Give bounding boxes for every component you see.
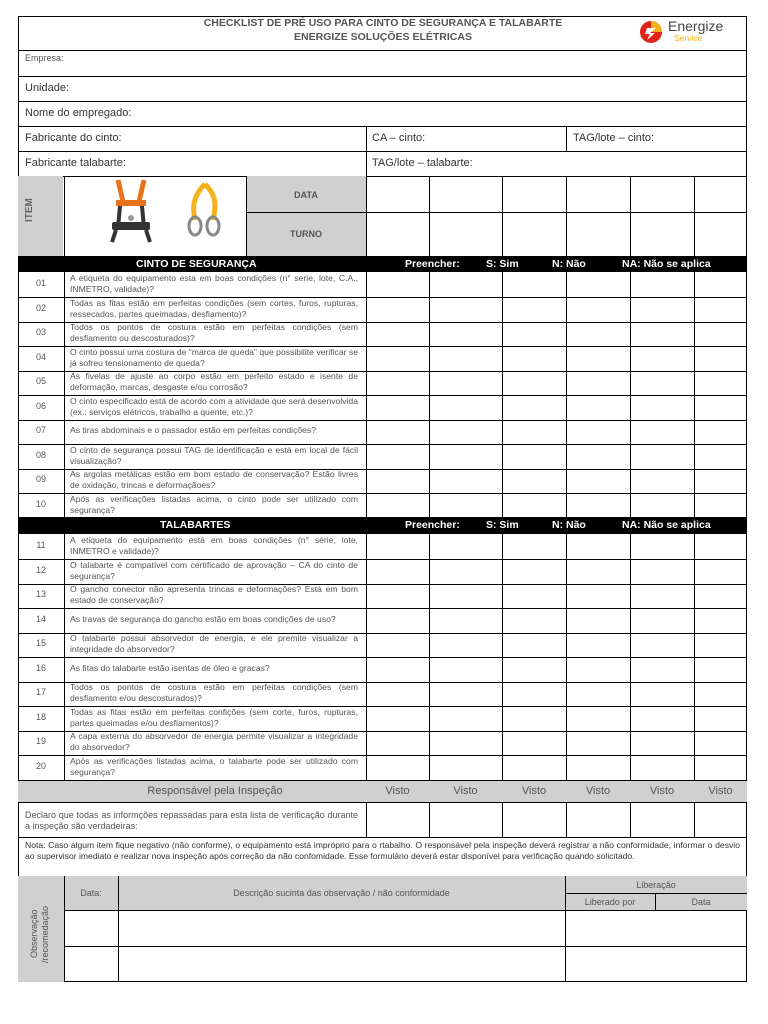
field-fabricante-talabarte[interactable]: Fabricante talabarte: (25, 157, 126, 169)
item-number: 18 (35, 712, 46, 722)
section-cinto-sim: S: Sim (486, 258, 519, 270)
cinto-answer-cell[interactable] (566, 493, 630, 518)
visto-label[interactable]: Visto (708, 785, 733, 797)
field-empresa[interactable]: Empresa: (25, 53, 64, 63)
talabarte-answer-cell[interactable] (566, 608, 630, 633)
talabarte-answer-cell[interactable] (630, 632, 694, 657)
field-tag-talabarte[interactable]: TAG/lote – talabarte: (372, 157, 473, 169)
cinto-answer-cell[interactable] (366, 272, 429, 297)
talabarte-answer-cell[interactable] (694, 730, 747, 755)
cinto-answer-cell[interactable] (429, 468, 502, 493)
item-number: 06 (35, 401, 46, 411)
table-row (18, 706, 747, 731)
item-header-label: ITEM (24, 198, 35, 222)
talabarte-answer-cell[interactable] (366, 534, 429, 559)
item-number: 20 (35, 761, 46, 771)
field-fabricante-cinto[interactable]: Fabricante do cinto: (25, 132, 122, 144)
obs-data2-label: Data (691, 897, 711, 907)
item-question: A etiqueta do equipamento está em boas condições (n° série, lote, INMETRO e validade)? (70, 535, 358, 556)
talabarte-answer-cell[interactable] (366, 608, 429, 633)
cinto-answer-cell[interactable] (502, 272, 566, 297)
cinto-answer-cell[interactable] (694, 419, 747, 444)
talabarte-answer-cell[interactable] (366, 681, 429, 706)
cinto-answer-cell[interactable] (694, 468, 747, 493)
talabarte-answer-cell[interactable] (502, 534, 566, 559)
table-row (18, 493, 747, 518)
table-row (18, 608, 747, 633)
cinto-answer-cell[interactable] (694, 346, 747, 371)
cinto-answer-cell[interactable] (630, 346, 694, 371)
table-row (18, 297, 747, 322)
item-question: O cinto de segurança possui TAG de identificação e está em local de fácil visualização? (70, 445, 358, 466)
talabarte-answer-cell[interactable] (694, 657, 747, 682)
table-row (18, 559, 747, 584)
obs-liberado-por-label: Liberado por (584, 897, 636, 907)
table-row (18, 632, 747, 657)
section-cinto-nao: N: Não (552, 258, 586, 270)
talabarte-answer-cell[interactable] (694, 632, 747, 657)
item-question: As travas de segurança do gancho estão em boas condições de uso? (70, 614, 336, 624)
talabarte-answer-cell[interactable] (630, 681, 694, 706)
form-title-line1: CHECKLIST DE PRÉ USO PARA CINTO DE SEGURANÇA E TALABARTE (203, 17, 563, 29)
table-row (18, 321, 747, 346)
table-row (18, 657, 747, 682)
visto-label[interactable]: Visto (649, 785, 675, 797)
talabarte-answer-cell[interactable] (630, 755, 694, 780)
talabarte-answer-cell[interactable] (429, 559, 502, 584)
cinto-answer-cell[interactable] (630, 468, 694, 493)
cinto-answer-cell[interactable] (630, 370, 694, 395)
section-talabartes-title: TALABARTES (160, 519, 231, 531)
talabarte-answer-cell[interactable] (366, 657, 429, 682)
talabarte-answer-cell[interactable] (566, 559, 630, 584)
cinto-answer-cell[interactable] (566, 395, 630, 420)
talabarte-answer-cell[interactable] (566, 583, 630, 608)
cinto-answer-cell[interactable] (566, 444, 630, 469)
talabarte-answer-cell[interactable] (366, 559, 429, 584)
talabarte-answer-cell[interactable] (429, 583, 502, 608)
energize-logo (638, 18, 738, 46)
talabarte-answer-cell[interactable] (630, 559, 694, 584)
cinto-answer-cell[interactable] (366, 321, 429, 346)
talabarte-answer-cell[interactable] (502, 706, 566, 731)
table-row (18, 346, 747, 371)
item-number: 03 (35, 327, 46, 337)
talabarte-answer-cell[interactable] (566, 755, 630, 780)
item-question: Todas as fitas estão em perfeitas condições (sem cortes, furos, rupturas, ressecados, partes queimadas, desfiamento)? (70, 298, 358, 319)
item-number: 09 (35, 474, 46, 484)
talabarte-answer-cell[interactable] (502, 730, 566, 755)
talabarte-answer-cell[interactable] (502, 583, 566, 608)
cinto-answer-cell[interactable] (429, 297, 502, 322)
cinto-answer-cell[interactable] (630, 297, 694, 322)
item-number: 07 (35, 425, 46, 435)
item-number: 19 (35, 736, 46, 746)
harness-image (106, 178, 156, 244)
energize-logo-icon (638, 18, 666, 46)
item-question: Após as verificações listadas acima, o talabarte pode ser utilizado com segurança? (70, 756, 358, 777)
talabarte-answer-cell[interactable] (502, 681, 566, 706)
talabarte-answer-cell[interactable] (366, 730, 429, 755)
talabarte-answer-cell[interactable] (566, 632, 630, 657)
talabarte-answer-cell[interactable] (502, 755, 566, 780)
table-row (18, 370, 747, 395)
cinto-answer-cell[interactable] (502, 297, 566, 322)
cinto-answer-cell[interactable] (566, 370, 630, 395)
cinto-answer-cell[interactable] (429, 321, 502, 346)
cinto-answer-cell[interactable] (429, 493, 502, 518)
talabarte-answer-cell[interactable] (429, 534, 502, 559)
form-title-line2: ENERGIZE SOLUÇÕES ELÉTRICAS (294, 31, 472, 43)
section-cinto-title: CINTO DE SEGURANÇA (136, 258, 257, 270)
cinto-answer-cell[interactable] (566, 346, 630, 371)
table-row (18, 468, 747, 493)
talabarte-answer-cell[interactable] (429, 755, 502, 780)
talabarte-answer-cell[interactable] (566, 657, 630, 682)
item-number: 10 (35, 499, 46, 509)
table-row (18, 583, 747, 608)
cinto-answer-cell[interactable] (429, 370, 502, 395)
cinto-answer-cell[interactable] (366, 493, 429, 518)
table-row (18, 444, 747, 469)
cinto-answer-cell[interactable] (366, 468, 429, 493)
item-question: As argolas metálicas estão em bom estado de conservação? Estão livres de oxidação, trincas e deformaçãoes? (70, 469, 358, 490)
item-number: 13 (35, 589, 46, 599)
visto-label[interactable]: Visto (521, 785, 547, 797)
item-question: Todas as fitas estão em perfeitas confições (sem corte, furos, rupturas, partes queimadas e/ou desfiamentos)? (70, 707, 358, 728)
cinto-answer-cell[interactable] (630, 272, 694, 297)
section-cinto-preencher: Preencher: (405, 258, 460, 270)
item-question: As tiras abdominais e o passador estão em perfeitas condições? (70, 425, 317, 435)
item-question: Todos os pontos de costura estão em perfeitas condições (sem desfiamento ou descosturados)? (70, 322, 358, 343)
turno-header-label: TURNO (290, 229, 322, 239)
talabarte-answer-cell[interactable] (694, 608, 747, 633)
table-row (18, 272, 747, 297)
obs-side-label-2: /recomedação (40, 905, 50, 963)
item-number: 14 (35, 614, 46, 624)
cinto-answer-cell[interactable] (502, 419, 566, 444)
talabarte-answer-cell[interactable] (502, 608, 566, 633)
cinto-answer-cell[interactable] (694, 297, 747, 322)
talabarte-answer-cell[interactable] (502, 657, 566, 682)
section-cinto-bar (18, 256, 747, 272)
cinto-answer-cell[interactable] (366, 395, 429, 420)
table-row (18, 681, 747, 706)
section-talabartes-nao: N: Não (552, 519, 586, 531)
talabarte-answer-cell[interactable] (630, 730, 694, 755)
obs-descricao-label: Descrição sucinta das observação / não conformidade (233, 888, 450, 898)
cinto-answer-cell[interactable] (502, 346, 566, 371)
cinto-answer-cell[interactable] (694, 272, 747, 297)
table-row (18, 395, 747, 420)
cinto-answer-cell[interactable] (502, 468, 566, 493)
logo-subtext: Service (674, 33, 703, 43)
talabarte-answer-cell[interactable] (429, 706, 502, 731)
obs-data-label: Data: (80, 888, 102, 898)
item-number: 01 (35, 278, 46, 288)
cinto-answer-cell[interactable] (566, 321, 630, 346)
cinto-answer-cell[interactable] (630, 419, 694, 444)
talabarte-answer-cell[interactable] (694, 583, 747, 608)
cinto-answer-cell[interactable] (694, 370, 747, 395)
cinto-answer-cell[interactable] (630, 444, 694, 469)
talabarte-answer-cell[interactable] (630, 706, 694, 731)
cinto-answer-cell[interactable] (694, 444, 747, 469)
data-header-label: DATA (294, 190, 318, 200)
talabarte-answer-cell[interactable] (694, 534, 747, 559)
cinto-answer-cell[interactable] (366, 346, 429, 371)
cinto-answer-cell[interactable] (502, 370, 566, 395)
talabarte-answer-cell[interactable] (630, 608, 694, 633)
talabarte-answer-cell[interactable] (429, 657, 502, 682)
cinto-answer-cell[interactable] (502, 493, 566, 518)
item-question: A etiqueta do equipamento esta em boas condições (n° serie, lote, C.A., INMETRO, validade)? (70, 273, 358, 294)
cinto-answer-cell[interactable] (366, 419, 429, 444)
item-question: O cinto possui uma costura de “marca de queda” que possibilite verificar se já sofreu tensionamento de queda? (70, 347, 358, 368)
cinto-answer-cell[interactable] (630, 493, 694, 518)
visto-label[interactable]: Visto (385, 785, 410, 797)
item-question: Após as verificações listadas acima, o cinto pode ser utilizado com segurança? (70, 494, 358, 515)
field-ca-cinto[interactable]: CA – cinto: (372, 132, 426, 144)
cinto-answer-cell[interactable] (429, 272, 502, 297)
table-row (18, 534, 747, 559)
cinto-answer-cell[interactable] (566, 468, 630, 493)
talabarte-answer-cell[interactable] (694, 559, 747, 584)
item-question: O talabarte é compatível com certificado de aprovação – CA do cinto de segurança? (70, 560, 358, 581)
cinto-answer-cell[interactable] (429, 346, 502, 371)
section-talabartes-sim: S: Sim (486, 519, 519, 531)
field-unidade[interactable]: Unidade: (25, 82, 70, 94)
cinto-answer-cell[interactable] (694, 493, 747, 518)
talabarte-answer-cell[interactable] (429, 681, 502, 706)
cinto-answer-cell[interactable] (502, 444, 566, 469)
item-question: As fitas do talabarte estão isentas de óleo e gracas? (70, 663, 270, 673)
cinto-answer-cell[interactable] (366, 444, 429, 469)
item-question: O cinto especificado está de acordo com a atividade que será desenvolvida (ex.: serviços elétricos, trabalho a quente, etc.)? (70, 396, 358, 417)
talabarte-answer-cell[interactable] (366, 706, 429, 731)
cinto-answer-cell[interactable] (694, 395, 747, 420)
item-number: 11 (36, 540, 46, 550)
obs-side-label-1: Observação (29, 909, 39, 958)
talabarte-answer-cell[interactable] (694, 755, 747, 780)
section-talabartes-bar (18, 517, 747, 534)
talabarte-answer-cell[interactable] (502, 559, 566, 584)
item-number: 04 (35, 352, 46, 362)
item-number: 17 (35, 687, 46, 697)
cinto-answer-cell[interactable] (502, 321, 566, 346)
talabarte-answer-cell[interactable] (630, 657, 694, 682)
talabarte-answer-cell[interactable] (630, 534, 694, 559)
cinto-answer-cell[interactable] (566, 272, 630, 297)
talabarte-answer-cell[interactable] (566, 681, 630, 706)
talabarte-answer-cell[interactable] (566, 730, 630, 755)
responsavel-label: Responsável pela Inspeção (147, 785, 283, 797)
item-number: 02 (35, 303, 46, 313)
section-talabartes-na: NA: Não se aplica (622, 519, 711, 531)
talabarte-answer-cell[interactable] (566, 706, 630, 731)
table-row (18, 730, 747, 755)
cinto-answer-cell[interactable] (566, 419, 630, 444)
item-number: 05 (35, 376, 46, 386)
item-question: Todos os pontos de costura estão em perfeitas condições (sem desfiamento e/ou descosturados)? (70, 682, 358, 703)
talabarte-answer-cell[interactable] (429, 730, 502, 755)
section-cinto-na: NA: Não se aplica (622, 258, 711, 270)
field-empregado[interactable]: Nome do empregado: (25, 107, 132, 119)
item-number: 15 (35, 638, 46, 648)
talabarte-answer-cell[interactable] (366, 755, 429, 780)
item-question: As fivelas de ajuste ao corpo estão em perfeito estado e isente de deformação, marcas, desgaste e/ou corrosão? (70, 371, 358, 392)
cinto-answer-cell[interactable] (366, 370, 429, 395)
cinto-answer-cell[interactable] (366, 297, 429, 322)
item-question: O gancho conector não apresenta trincas e deformações? Está em bom estado de conservação? (70, 584, 358, 605)
talabarte-answer-cell[interactable] (566, 534, 630, 559)
nota-text: Nota: Caso algum item fique negativo (não conforme), o equipamento está impróprio para o rtabalho. O responsável pela inspeção deverá registrar a não conformidade, informar o desvio ao supervisor imediato e realizar nova inspeção após correção da não confomidade. Esse formulário deverá estar disponível para verificação quando solicitado. (25, 840, 740, 861)
item-question: A capa externa do absorvedor de energia permite visualizar a integridade do absorvedor? (70, 731, 358, 752)
cinto-answer-cell[interactable] (630, 395, 694, 420)
visto-label[interactable]: Visto (585, 785, 611, 797)
cinto-answer-cell[interactable] (630, 321, 694, 346)
declaro-text: Declaro que todas as informções repassadas para esta lista de verificação durante a inspeção são verdadeiras: (25, 810, 358, 831)
talabarte-answer-cell[interactable] (630, 583, 694, 608)
cinto-answer-cell[interactable] (502, 395, 566, 420)
talabarte-answer-cell[interactable] (366, 632, 429, 657)
talabarte-answer-cell[interactable] (694, 681, 747, 706)
talabarte-answer-cell[interactable] (429, 608, 502, 633)
logo-text: Energize (668, 18, 724, 34)
item-number: 12 (35, 565, 46, 575)
cinto-answer-cell[interactable] (566, 297, 630, 322)
section-talabartes-preencher: Preencher: (405, 519, 460, 531)
field-tag-cinto[interactable]: TAG/lote – cinto: (573, 132, 655, 144)
talabarte-answer-cell[interactable] (429, 632, 502, 657)
cinto-answer-cell[interactable] (429, 395, 502, 420)
item-number: 16 (35, 663, 46, 673)
lanyard-image (183, 180, 227, 238)
talabarte-answer-cell[interactable] (366, 583, 429, 608)
visto-label[interactable]: Visto (453, 785, 478, 797)
obs-liberacao-label: Liberação (636, 880, 676, 890)
item-question: O talabarte possui absorvedor de energia, e ele premite visualizar a integridade do absorvedor? (70, 633, 358, 654)
table-row (18, 419, 747, 444)
cinto-answer-cell[interactable] (694, 321, 747, 346)
talabarte-answer-cell[interactable] (502, 632, 566, 657)
cinto-answer-cell[interactable] (429, 444, 502, 469)
item-number: 08 (35, 450, 46, 460)
talabarte-answer-cell[interactable] (694, 706, 747, 731)
table-row (18, 755, 747, 780)
cinto-answer-cell[interactable] (429, 419, 502, 444)
